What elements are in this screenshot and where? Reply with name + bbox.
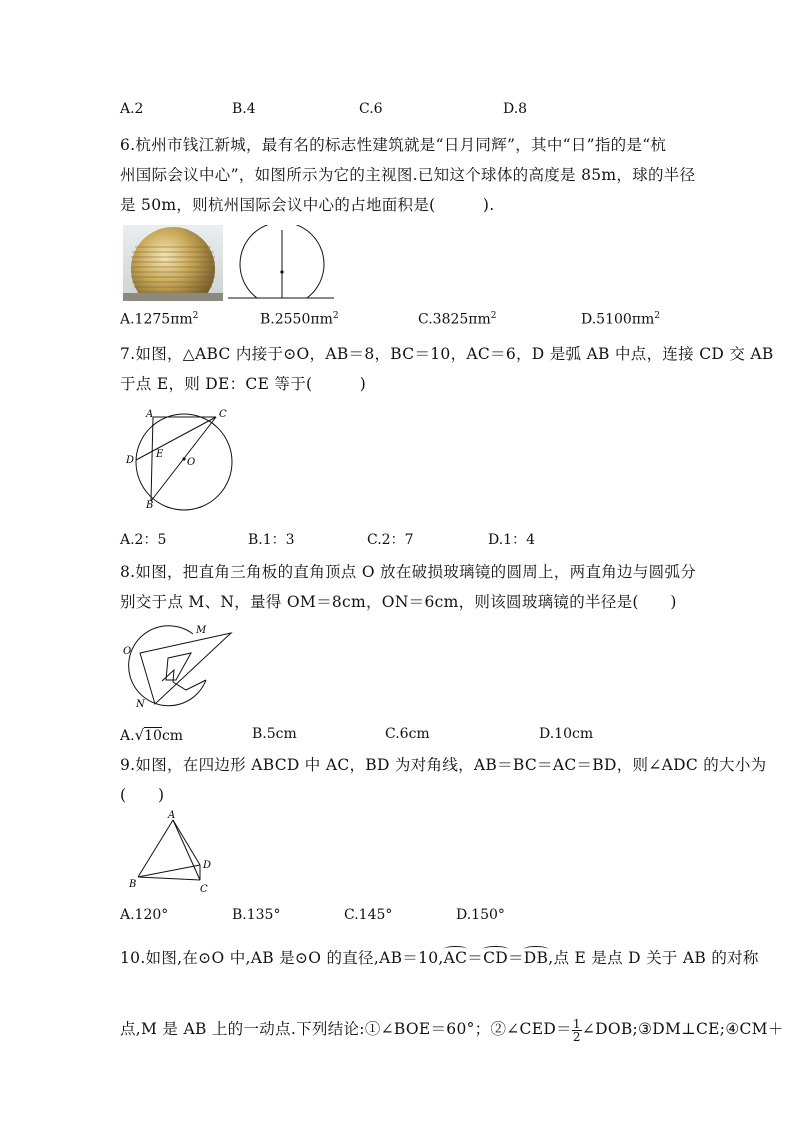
- label-d: D: [126, 455, 135, 466]
- q7-option-c: C.2：7: [367, 532, 414, 548]
- q9-option-a: A.120°: [120, 907, 169, 923]
- q7-line-1: 7.如图，△ABC 内接于⊙O，AB＝8，BC＝10，AC＝6，D 是弧 AB 中点，连接 CD 交 AB: [120, 345, 774, 363]
- q9-line-2: ( ): [120, 786, 165, 804]
- label-a: A: [168, 810, 176, 821]
- label-c: C: [219, 409, 227, 420]
- arc-ac: AC: [443, 949, 468, 967]
- q6-option-d: $D.5100\pi m^2$: [581, 311, 661, 328]
- label-n: N: [136, 699, 145, 710]
- q9-option-b: B.135°: [232, 907, 281, 923]
- q9-option-c: C.145°: [344, 907, 393, 923]
- label-o: O: [187, 457, 196, 468]
- q7-option-a: A.2：5: [120, 532, 167, 548]
- fraction-half: $\frac{1}{2}$: [572, 1016, 581, 1044]
- label-a: A: [146, 409, 154, 420]
- label-c: C: [200, 884, 208, 894]
- q6-line-3: 是 50m，则杭州国际会议中心的占地面积是( ).: [120, 196, 495, 214]
- label-o: O: [123, 646, 132, 657]
- arc-cd: CD: [483, 949, 508, 967]
- q9-line-1: 9.如图，在四边形 ABCD 中 AC，BD 为对角线，AB＝BC＝AC＝BD，则∠ADC 的大小为: [120, 756, 767, 774]
- q8-line-2: 别交于点 M、N，量得 OM＝8cm，ON＝6cm，则该圆玻璃镜的半径是( ): [120, 593, 677, 611]
- q8-option-c: C.6cm: [385, 726, 430, 742]
- q6-option-c: $C.3825\pi m^2$: [418, 311, 497, 328]
- label-e: E: [156, 449, 164, 460]
- q7-line-2: 于点 E，则 DE：CE 等于( ): [120, 375, 367, 393]
- label-d: D: [203, 860, 212, 871]
- arc-db: DB: [523, 949, 549, 967]
- q10-line-2: 点,M 是 AB 上的一动点.下列结论:①∠BOE＝60°；②∠CED＝ $\frac{1}{2}$ ∠DOB;③DM⊥CE;④CM＋: [120, 1016, 784, 1044]
- q5-option-d: D.8: [503, 101, 528, 117]
- q8-option-a: A.√10cm: [120, 726, 184, 744]
- q9-quadrilateral-diagram: [120, 808, 220, 894]
- sphere-front-view-diagram: [228, 225, 334, 303]
- sphere-building-photo: [123, 225, 223, 301]
- q7-circle-diagram: [118, 404, 238, 512]
- q6-option-b: $B.2550\pi m^2$: [260, 311, 339, 328]
- q8-option-d: D.10cm: [539, 726, 594, 742]
- q6-line-2: 州国际会议中心”，如图所示为它的主视图.已知这个球体的高度是 85m，球的半径: [120, 166, 696, 184]
- q6-option-a: $A.1275\pi m^2$: [120, 311, 199, 328]
- q7-option-d: D.1：4: [488, 532, 535, 548]
- q8-option-b: B.5cm: [252, 726, 297, 742]
- label-b: B: [129, 879, 137, 890]
- q8-line-1: 8.如图，把直角三角板的直角顶点 O 放在破损玻璃镜的圆周上，两直角边与圆弧分: [120, 563, 697, 581]
- q7-option-b: B.1：3: [248, 532, 295, 548]
- q9-option-d: D.150°: [456, 907, 505, 923]
- q5-option-a: A.2: [120, 101, 144, 117]
- label-m: M: [196, 625, 207, 636]
- label-b: B: [146, 500, 154, 511]
- q8-broken-mirror-diagram: [118, 620, 238, 712]
- q10-line-1: 10.如图,在⊙O 中,AB 是⊙O 的直径,AB＝10,AC＝CD＝DB,点 E 是点 D 关于 AB 的对称: [120, 949, 759, 967]
- q6-line-1: 6.杭州市钱江新城，最有名的标志性建筑就是“日月同辉”，其中“日”指的是“杭: [120, 136, 667, 154]
- q5-option-b: B.4: [232, 101, 256, 117]
- q5-option-c: C.6: [359, 101, 383, 117]
